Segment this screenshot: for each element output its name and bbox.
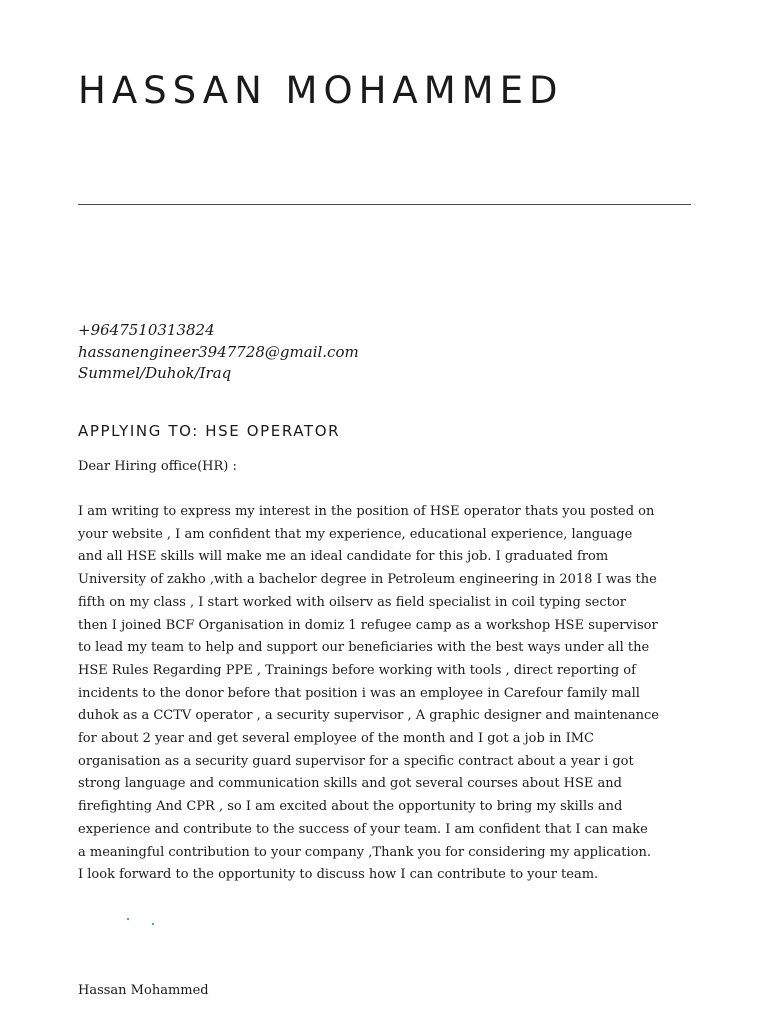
salutation: Dear Hiring office(HR) : bbox=[78, 459, 237, 474]
applying-to-heading: APPLYING TO: HSE OPERATOR bbox=[78, 422, 341, 440]
letter-line: a meaningful contribution to your company ,Thank you for considering my application. bbox=[78, 844, 652, 860]
letter-body bbox=[78, 501, 698, 887]
letter-line: to lead my team to help and support our beneficiaries with the best ways under all the bbox=[78, 640, 650, 656]
contact-email: hassanengineer3947728@gmail.com bbox=[78, 342, 359, 361]
contact-location: Summel/Duhok/Iraq bbox=[78, 364, 232, 382]
letter-line: HSE Rules Regarding PPE , Trainings before working with tools , direct reporting of bbox=[78, 662, 636, 678]
letter-line: I am writing to express my interest in the position of HSE operator thats you posted on bbox=[78, 504, 655, 519]
letter-line: then I joined BCF Organisation in domiz 1 refugee camp as a workshop HSE supervisor bbox=[78, 617, 658, 633]
letter-line: experience and contribute to the success of your team. I am confident that I can make bbox=[78, 821, 648, 837]
letter-line: for about 2 year and get several employee of the month and I got a job in IMC bbox=[78, 731, 594, 747]
signature-mark bbox=[152, 923, 154, 925]
letter-line: I look forward to the opportunity to discuss how I can contribute to your team. bbox=[78, 867, 599, 883]
contact-phone: +9647510313824 bbox=[78, 321, 215, 339]
letter-line: University of zakho ,with a bachelor degree in Petroleum engineering in 2018 I was the bbox=[78, 572, 657, 588]
header-divider bbox=[78, 204, 691, 205]
letter-line: organisation as a security guard supervisor for a specific contract about a year i got bbox=[78, 753, 634, 769]
contact-block bbox=[78, 320, 359, 385]
signature-mark bbox=[127, 918, 129, 920]
signature-name: Hassan Mohammed bbox=[78, 983, 209, 998]
letter-line: duhok as a CCTV operator , a security supervisor , A graphic designer and maintenance bbox=[78, 708, 659, 724]
signature-marks bbox=[126, 914, 166, 928]
letter-line: incidents to the donor before that position i was an employee in Carefour family mall bbox=[78, 685, 640, 701]
letter-line: strong language and communication skills and got several courses about HSE and bbox=[78, 776, 622, 792]
letter-line: your website , I am confident that my experience, educational experience, language bbox=[78, 526, 633, 542]
letter-line: firefighting And CPR , so I am excited about the opportunity to bring my skills and bbox=[78, 799, 623, 815]
letter-line: and all HSE skills will make me an ideal candidate for this job. I graduated from bbox=[78, 549, 609, 565]
letter-line: fifth on my class , I start worked with oilserv as field specialist in coil typing sector bbox=[78, 594, 626, 610]
applicant-name: HASSAN MOHAMMED bbox=[78, 69, 564, 112]
